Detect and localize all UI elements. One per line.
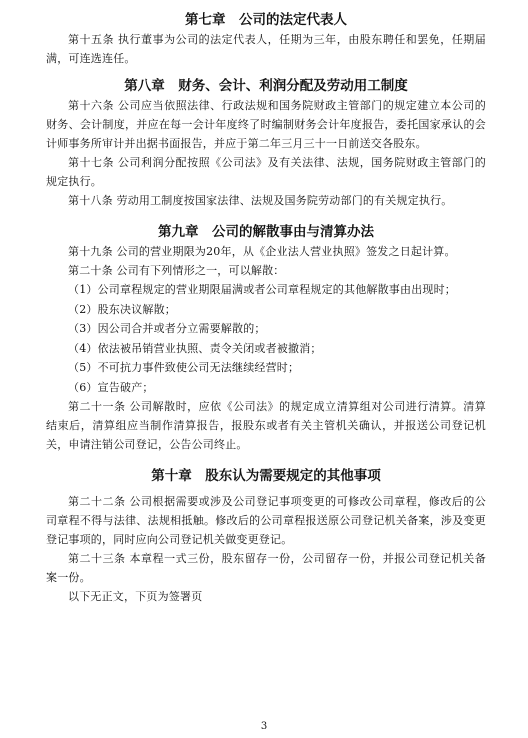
chapter-9-title: 第九章 公司的解散事由与清算办法 (158, 224, 374, 240)
article-21: 第二十一条 公司解散时，应依《公司法》的规定成立清算组对公司进行清算。清算结束后，清算组应当制作清算报告，报股东或者有关主管机关确认，并报送公司登记机关，申请注销公司登记，公告公司终止。 (46, 400, 486, 451)
end-of-text-note: 以下无正文，下页为签署页 (68, 590, 203, 603)
article-20: 第二十条 公司有下列情形之一，可以解散： (68, 264, 285, 277)
article-16: 第十六条 公司应当依照法律、行政法规和国务院财政主管部门的规定建立本公司的财务、会计制度，并应在每一会计年度终了时编制财务会计年度报告，委托国家承认的会计师事务所审计并出据书面报告，并应于第二年三月三十一日前送交各股东。 (46, 99, 486, 150)
article-19: 第十九条 公司的营业期限为20年，从《企业法人营业执照》签发之日起计算。 (68, 245, 456, 258)
article-18: 第十八条 劳动用工制度按国家法律、法规及国务院劳动部门的有关规定执行。 (68, 194, 453, 207)
article-22: 第二十二条 公司根据需要或涉及公司登记事项变更的可修改公司章程，修改后的公司章程不得与法律、法规相抵触。修改后的公司章程报送原公司登记机关备案，涉及变更登记事项的，同时应向公司登记机关做变更登记。 (46, 495, 486, 546)
dissolution-item-2: （2）股东决议解散； (68, 302, 176, 316)
dissolution-item-1: （1）公司章程规定的营业期限届满或者公司章程规定的其他解散事由出现时； (68, 283, 456, 296)
chapter-10-title: 第十章 股东认为需要规定的其他事项 (151, 468, 381, 484)
dissolution-item-3: （3）因公司合并或者分立需要解散的； (68, 322, 266, 335)
document-body (46, 10, 486, 606)
dissolution-item-4: （4）依法被吊销营业执照、责令关闭或者被撤消； (68, 341, 322, 355)
chapter-8-title: 第八章 财务、会计、利润分配及劳动用工制度 (124, 78, 408, 94)
chapter-7-title: 第七章 公司的法定代表人 (185, 12, 347, 28)
article-17: 第十七条 公司利润分配按照《公司法》及有关法律、法规，国务院财政主管部门的规定执行。 (46, 156, 486, 188)
dissolution-item-5: （5）不可抗力事件致使公司无法继续经营时； (68, 361, 300, 374)
article-23: 第二十三条 本章程一式三份，股东留存一份，公司留存一份，并报公司登记机关备案一份。 (46, 552, 486, 584)
article-15: 第十五条 执行董事为公司的法定代表人，任期为三年，由股东聘任和罢免，任期届满，可连选连任。 (46, 33, 486, 65)
page-number: 3 (260, 721, 268, 732)
dissolution-item-6: （6）宣告破产； (68, 380, 154, 394)
